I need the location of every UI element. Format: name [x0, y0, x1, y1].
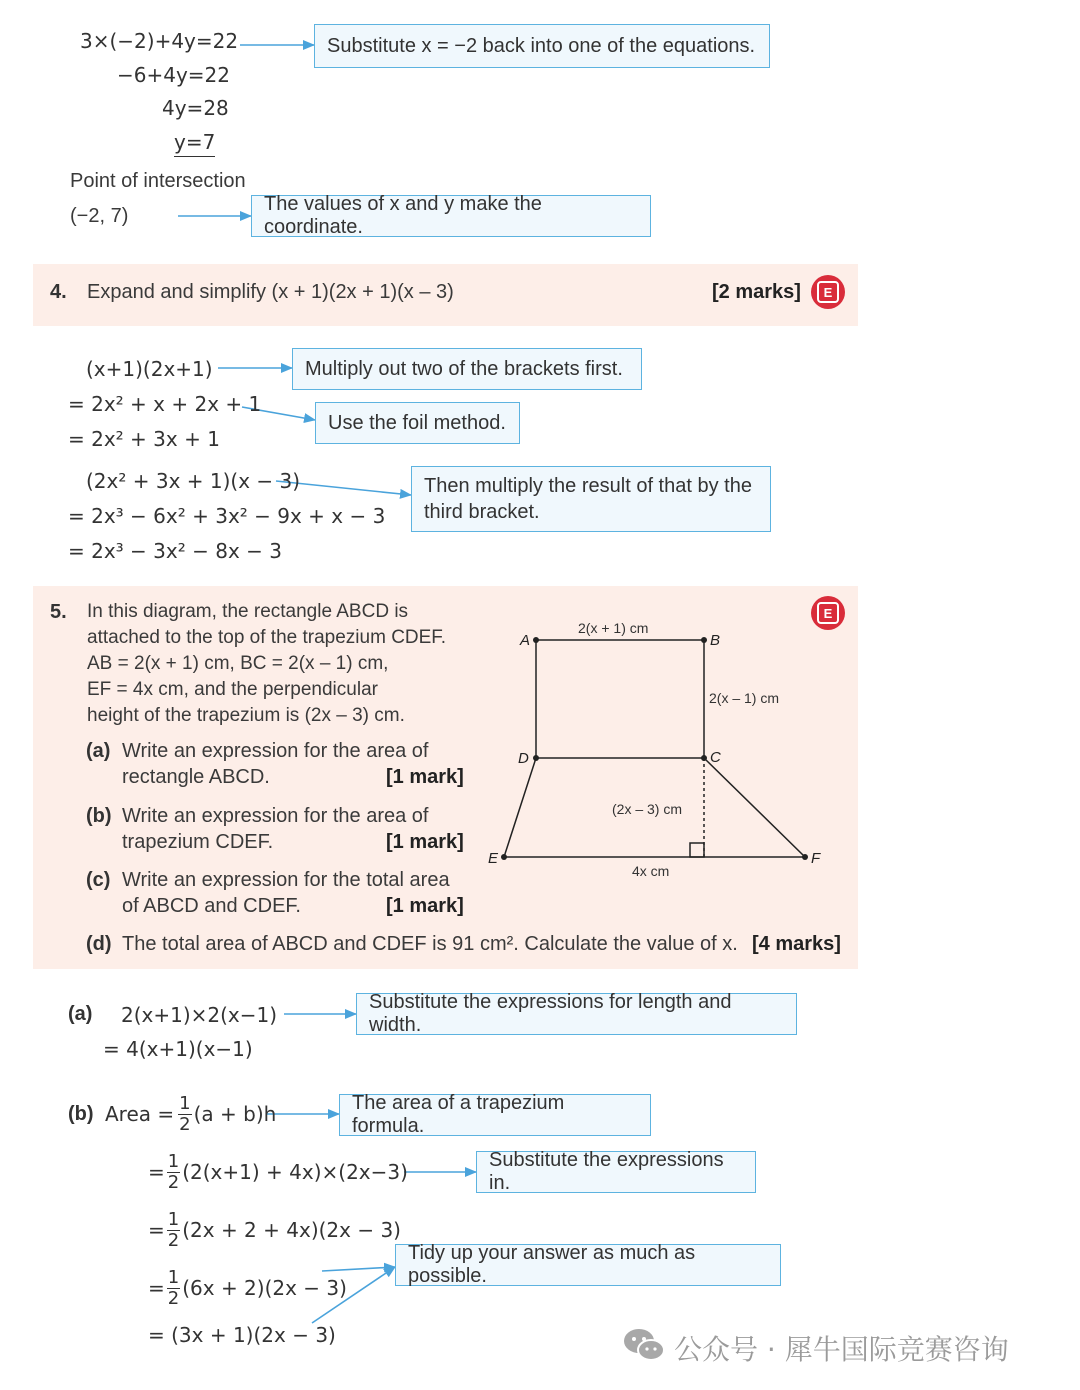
q4-exam-badge-icon: E	[811, 275, 845, 309]
q4-line-3: = 2x² + 3x + 1	[68, 427, 220, 451]
q5d-text: The total area of ABCD and CDEF is 91 cm². Calculate the value of x.	[122, 933, 738, 955]
q5d-marks: [4 marks]	[752, 933, 841, 955]
q5-exam-badge-icon: E	[811, 596, 845, 630]
point-of-intersection-value: (−2, 7)	[70, 205, 129, 227]
fraction-denominator: 2	[179, 1113, 191, 1135]
fraction-numerator: 1	[167, 1150, 180, 1172]
rectangle-trapezium-diagram	[480, 610, 840, 890]
fraction-numerator: 1	[167, 1208, 180, 1230]
intersection-line-4: y=7	[174, 130, 215, 157]
trapezium-formula: (a + b)h	[193, 1102, 277, 1126]
half-fraction	[167, 1210, 180, 1251]
point-of-intersection-label: Point of intersection	[70, 170, 246, 192]
callout-then: Then multiply the result of that by the third bracket.	[411, 466, 771, 532]
fraction-denominator: 2	[167, 1229, 180, 1251]
label-ef: 4x cm	[632, 863, 670, 879]
q5d-label: (d)	[86, 933, 112, 955]
fraction-numerator: 1	[167, 1266, 180, 1288]
intersection-line-3: 4y=28	[162, 96, 229, 120]
callout-substitute-in: Substitute the expressions in.	[476, 1151, 756, 1193]
callout-a-substitute: Substitute the expressions for length and width.	[356, 993, 797, 1035]
point-e	[501, 854, 507, 860]
q4-marks: [2 marks]	[712, 281, 801, 303]
label-c: C	[710, 749, 721, 766]
answer-a-line-1: 2(x+1)×2(x−1)	[121, 1003, 278, 1027]
q4-line-6: = 2x³ − 3x² − 8x − 3	[68, 539, 282, 563]
area-word: Area =	[105, 1102, 175, 1126]
right-angle-marker	[690, 843, 704, 857]
point-b	[701, 637, 707, 643]
q5-intro-3: AB = 2(x + 1) cm, BC = 2(x – 1) cm,	[87, 653, 389, 674]
label-d: D	[518, 750, 529, 767]
callout-formula: The area of a trapezium formula.	[339, 1094, 651, 1136]
q5b-text-2: trapezium CDEF.	[122, 831, 274, 853]
q4-line-4: (2x² + 3x + 1)(x − 3)	[86, 469, 301, 493]
label-a: A	[520, 632, 531, 649]
point-a	[533, 637, 539, 643]
q5-intro-2: attached to the top of the trapezium CDEF.	[87, 627, 447, 648]
callout-values: The values of x and y make the coordinate.	[251, 195, 651, 237]
q5-number: 5.	[50, 601, 67, 623]
q5c-text-1: Write an expression for the total area	[122, 869, 450, 891]
equals-sign: =	[148, 1160, 165, 1184]
fraction-numerator: 1	[179, 1092, 191, 1114]
intersection-line-1: 3×(−2)+4y=22	[80, 29, 239, 53]
label-f: F	[811, 850, 821, 867]
half-fraction	[167, 1268, 180, 1309]
answer-b-line-1	[105, 1090, 276, 1138]
label-b: B	[710, 632, 721, 649]
q4-prompt: Expand and simplify (x + 1)(2x + 1)(x – 3)	[87, 281, 454, 303]
collected-expression: (6x + 2)(2x − 3)	[182, 1276, 347, 1300]
label-bc: 2(x – 1) cm	[709, 690, 780, 706]
answer-b-line-2	[148, 1148, 408, 1196]
equals-sign: =	[148, 1276, 165, 1300]
label-height: (2x – 3) cm	[612, 801, 683, 817]
point-f	[802, 854, 808, 860]
q4-line-1: (x+1)(2x+1)	[86, 357, 213, 381]
q5a-marks: [1 mark]	[386, 766, 464, 788]
callout-foil: Use the foil method.	[315, 402, 520, 444]
q5a-text-1: Write an expression for the area of	[122, 740, 429, 762]
label-ab: 2(x + 1) cm	[578, 620, 649, 636]
q5a-label: (a)	[86, 740, 111, 762]
substituted-expression: (2(x+1) + 4x)×(2x−3)	[182, 1160, 408, 1184]
intersection-line-2: −6+4y=22	[117, 63, 231, 87]
expanded-expression: (2x + 2 + 4x)(2x − 3)	[182, 1218, 401, 1242]
rectangle-abcd	[536, 640, 704, 758]
half-fraction	[178, 1094, 191, 1135]
half-fraction	[167, 1152, 180, 1193]
q5b-marks: [1 mark]	[386, 831, 464, 853]
answer-a-label: (a)	[68, 1003, 93, 1025]
q5c-text-2: of ABCD and CDEF.	[122, 895, 301, 917]
answer-b-line-3	[148, 1206, 401, 1254]
watermark-text: 公众号 · 犀牛国际竞赛咨询	[674, 1333, 1009, 1366]
callout-substitute: Substitute x = −2 back into one of the equations.	[314, 24, 770, 68]
equals-sign: =	[148, 1218, 165, 1242]
q5b-label: (b)	[86, 805, 112, 827]
q5-intro-5: height of the trapezium is (2x – 3) cm.	[87, 705, 405, 726]
q4-line-2: = 2x² + x + 2x + 1	[68, 392, 262, 416]
point-d	[533, 755, 539, 761]
q5c-marks: [1 mark]	[386, 895, 464, 917]
fraction-denominator: 2	[167, 1287, 180, 1309]
q4-line-5: = 2x³ − 6x² + 3x² − 9x + x − 3	[68, 504, 386, 528]
point-c	[701, 755, 707, 761]
q5c-label: (c)	[86, 869, 111, 891]
fraction-denominator: 2	[167, 1171, 180, 1193]
q5-intro-1: In this diagram, the rectangle ABCD is	[87, 601, 409, 622]
answer-b-line-4	[148, 1264, 347, 1312]
q5b-text-1: Write an expression for the area of	[122, 805, 429, 827]
q5-intro-4: EF = 4x cm, and the perpendicular	[87, 679, 378, 700]
wechat-icon	[622, 1326, 666, 1369]
q4-number: 4.	[50, 281, 67, 303]
callout-tidy: Tidy up your answer as much as possible.	[395, 1244, 781, 1286]
answer-b-line-5: = (3x + 1)(2x − 3)	[148, 1323, 336, 1347]
callout-multiply: Multiply out two of the brackets first.	[292, 348, 642, 390]
answer-b-label: (b)	[68, 1103, 94, 1125]
label-e: E	[488, 850, 499, 867]
q5a-text-2: rectangle ABCD.	[122, 766, 270, 788]
answer-a-line-2: = 4(x+1)(x−1)	[103, 1037, 253, 1061]
